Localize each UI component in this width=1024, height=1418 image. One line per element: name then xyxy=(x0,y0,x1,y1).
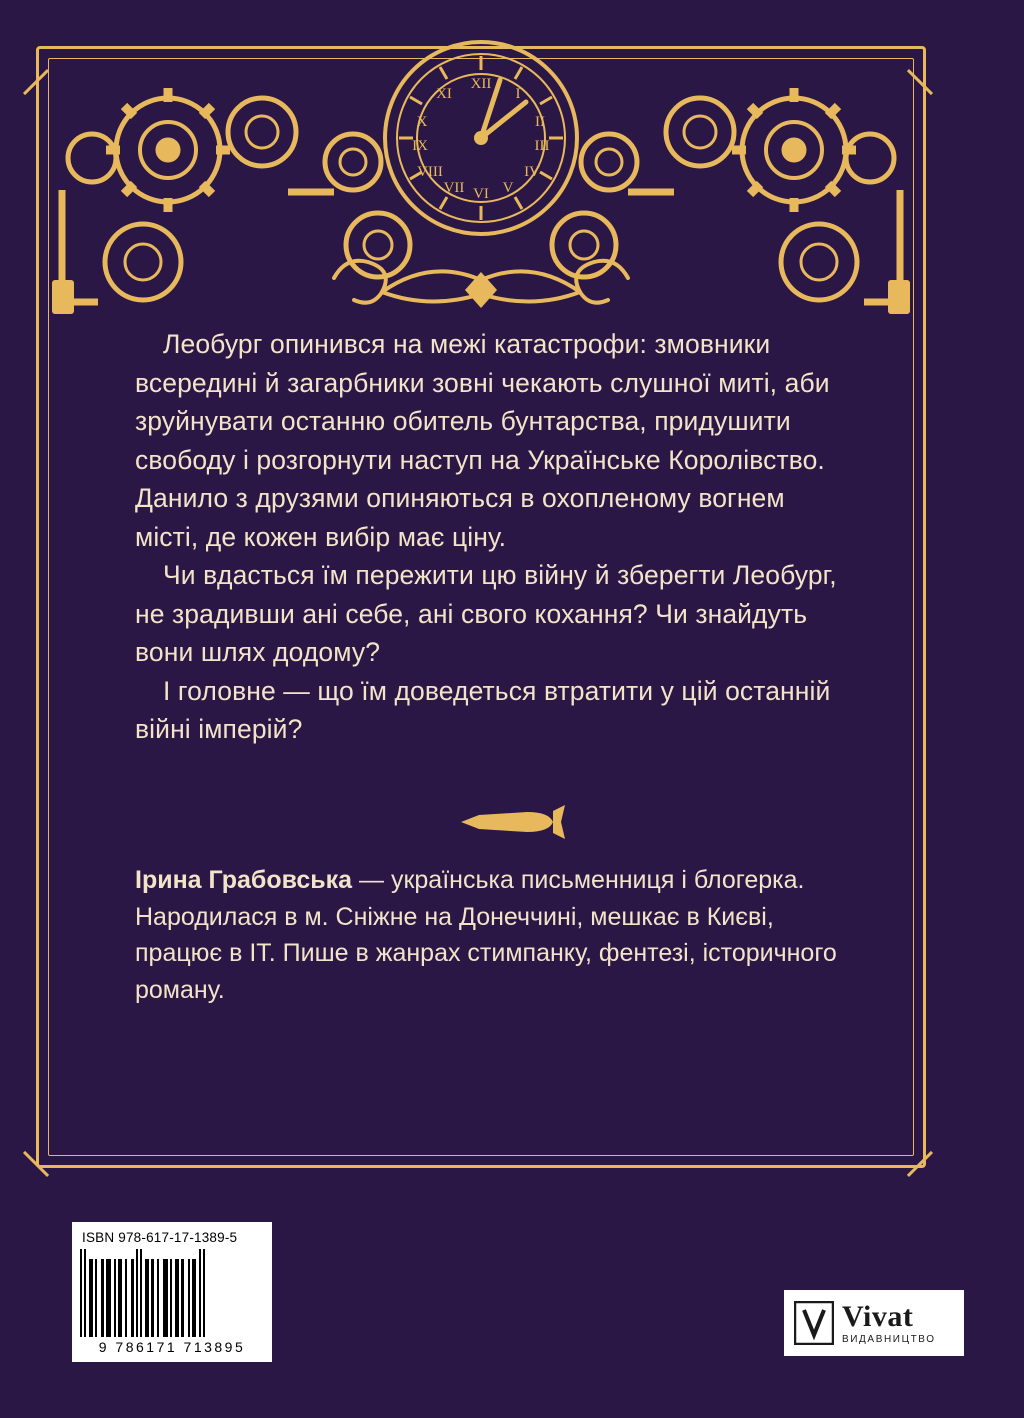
svg-text:VII: VII xyxy=(443,180,465,196)
svg-text:VI: VI xyxy=(473,186,489,202)
svg-text:VIII: VIII xyxy=(417,164,443,180)
publisher-logo xyxy=(784,1290,964,1356)
publisher-wordmark xyxy=(842,1299,936,1345)
author-bio xyxy=(135,862,850,1008)
vivat-mark-icon xyxy=(794,1301,834,1345)
blurb-text xyxy=(135,325,845,749)
svg-text:V: V xyxy=(502,180,514,196)
barcode-bars xyxy=(80,1249,264,1337)
svg-text:IX: IX xyxy=(412,138,428,154)
svg-text:I: I xyxy=(515,86,521,102)
steampunk-gears-ornament xyxy=(48,40,914,315)
blurb-paragraph-3: І головне — що їм доведеться втратити у цій останній війні імперій? xyxy=(135,675,831,744)
author-name: Ірина Грабовська xyxy=(135,866,353,894)
publisher-name: Vivat xyxy=(842,1299,914,1333)
svg-text:XI: XI xyxy=(436,86,452,102)
barcode-block xyxy=(72,1222,272,1362)
publisher-subtitle: ВИДАВНИЦТВО xyxy=(842,1333,936,1345)
svg-text:III: III xyxy=(534,138,550,154)
ean-digits: 9 786171 713895 xyxy=(98,1339,246,1355)
svg-text:XII: XII xyxy=(470,76,492,92)
blurb-paragraph-2: Чи вдасться їм пережити цю війну й зберегти Леобург, не зрадивши ані себе, ані свого кохання? Чи знайдуть вони шлях додому? xyxy=(135,560,837,667)
zeppelin-icon xyxy=(457,805,567,839)
divider-ornament xyxy=(0,805,1024,844)
blurb-paragraph-1: Леобург опинився на межі катастрофи: змовники всередині й загарбники зовні чекають слушної миті, аби зруйнувати останню обитель бунтарства, придушити свободу і розгорнути наступ на Українське Королівство. Данило з друзями опиняються в охопленому вогнем місті, де кожен вибір має ціну. xyxy=(135,329,830,552)
svg-text:II: II xyxy=(535,114,545,130)
author-bio-text: — українська письменниця і блогерка. Народилася в м. Сніжне на Донеччині, мешкає в Києві, працює в ІТ. Пише в жанрах стимпанку, фентезі, історичного роману. xyxy=(135,866,837,1004)
svg-text:X: X xyxy=(416,114,428,130)
isbn-label: ISBN 978-617-17-1389-5 xyxy=(82,1230,238,1245)
svg-text:IV: IV xyxy=(524,164,540,180)
